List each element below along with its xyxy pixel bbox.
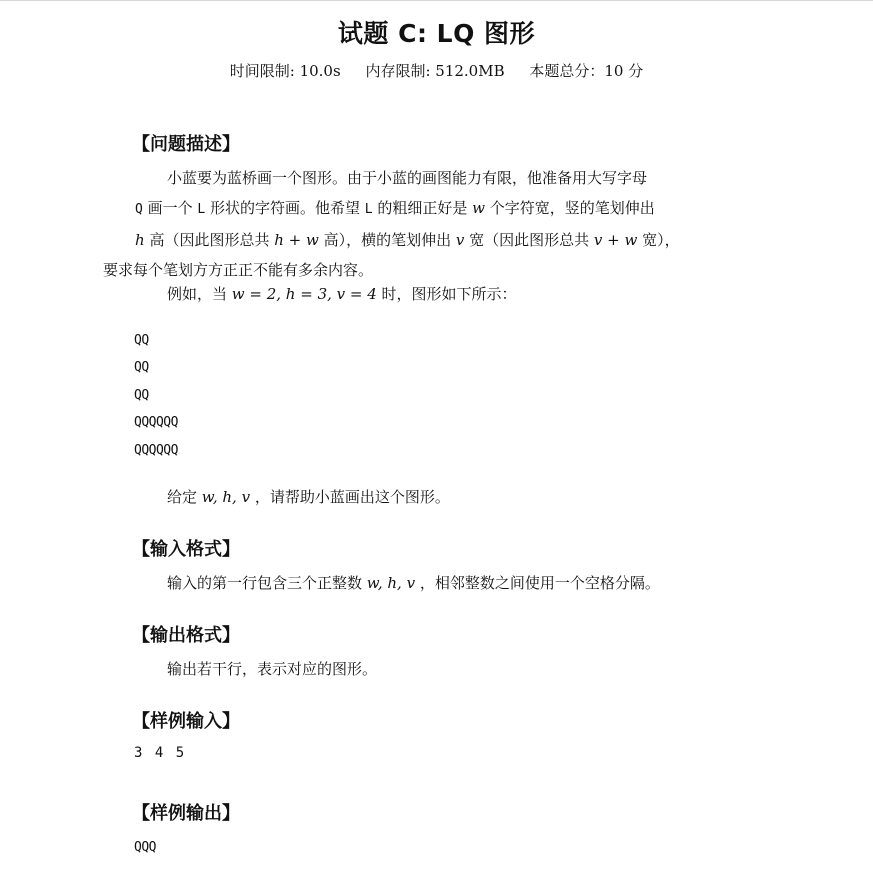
section-heading-input: 【输入格式】 xyxy=(132,539,240,560)
problem-text: 时，图形如下所示： xyxy=(376,285,517,303)
problem-paragraph-3 xyxy=(135,482,745,512)
math-expr: w = 2, h = 3, v = 4 xyxy=(231,285,377,303)
problem-text: 高），横的笔划伸出 xyxy=(318,231,456,249)
problem-meta xyxy=(0,60,873,81)
output-paragraph: 输出若干行，表示对应的图形。 xyxy=(167,660,378,678)
sample-input-text: 3 4 5 xyxy=(134,745,187,761)
math-var: w xyxy=(472,199,485,217)
math-var: v xyxy=(455,231,465,249)
problem-text: 画一个 xyxy=(142,199,198,217)
problem-text: 高（因此图形总共 xyxy=(144,231,275,249)
problem-text: 形状的字符画。他希望 xyxy=(205,199,365,217)
problem-text: ，请帮助小蓝画出这个图形。 xyxy=(250,488,450,506)
section-heading-problem: 【问题描述】 xyxy=(132,134,240,155)
section-heading-sample-input: 【样例输入】 xyxy=(132,711,240,732)
time-limit: 时间限制: 10.0s xyxy=(229,62,341,80)
problem-paragraph-2 xyxy=(135,279,745,309)
input-paragraph xyxy=(135,568,745,598)
page-title: 试题 C: LQ 图形 xyxy=(337,19,536,48)
math-var: h xyxy=(135,231,145,249)
shape-line: QQ xyxy=(134,388,149,403)
problem-text: 宽）， xyxy=(637,231,680,249)
math-expr: h + w xyxy=(274,231,319,249)
problem-text: 例如，当 xyxy=(167,285,232,303)
problem-paragraph-1 xyxy=(103,163,745,285)
memory-limit: 内存限制: 512.0MB xyxy=(365,62,505,80)
problem-text: 要求每个笔划方方正正不能有多余内容。 xyxy=(103,261,374,279)
code-letter: L xyxy=(364,202,373,217)
input-text: ，相邻整数之间使用一个空格分隔。 xyxy=(415,574,660,592)
input-text: 输入的第一行包含三个正整数 xyxy=(167,574,367,592)
math-expr: w, h, v xyxy=(201,488,251,506)
problem-text: 宽（因此图形总共 xyxy=(464,231,594,249)
problem-text: 小蓝要为蓝桥画一个图形。由于小蓝的画图能力有限，他准备用大写字母 xyxy=(167,169,648,187)
total-score: 本题总分：10 分 xyxy=(529,62,644,80)
section-heading-output: 【输出格式】 xyxy=(132,625,240,646)
shape-line: QQQQQQ xyxy=(134,443,178,458)
code-letter: Q xyxy=(135,202,143,217)
problem-text: 的粗细正好是 xyxy=(372,199,473,217)
math-expr: w, h, v xyxy=(366,574,416,592)
shape-line: QQQQQQ xyxy=(134,415,178,430)
problem-text: 个字符宽，竖的笔划伸出 xyxy=(484,199,655,217)
problem-text: 给定 xyxy=(167,488,202,506)
math-expr: v + w xyxy=(593,231,638,249)
code-letter: L xyxy=(197,202,206,217)
shape-line: QQ xyxy=(134,333,149,348)
shape-line: QQ xyxy=(134,360,149,375)
sample-output-text: QQQ xyxy=(134,840,156,855)
section-heading-sample-output: 【样例输出】 xyxy=(132,803,240,824)
